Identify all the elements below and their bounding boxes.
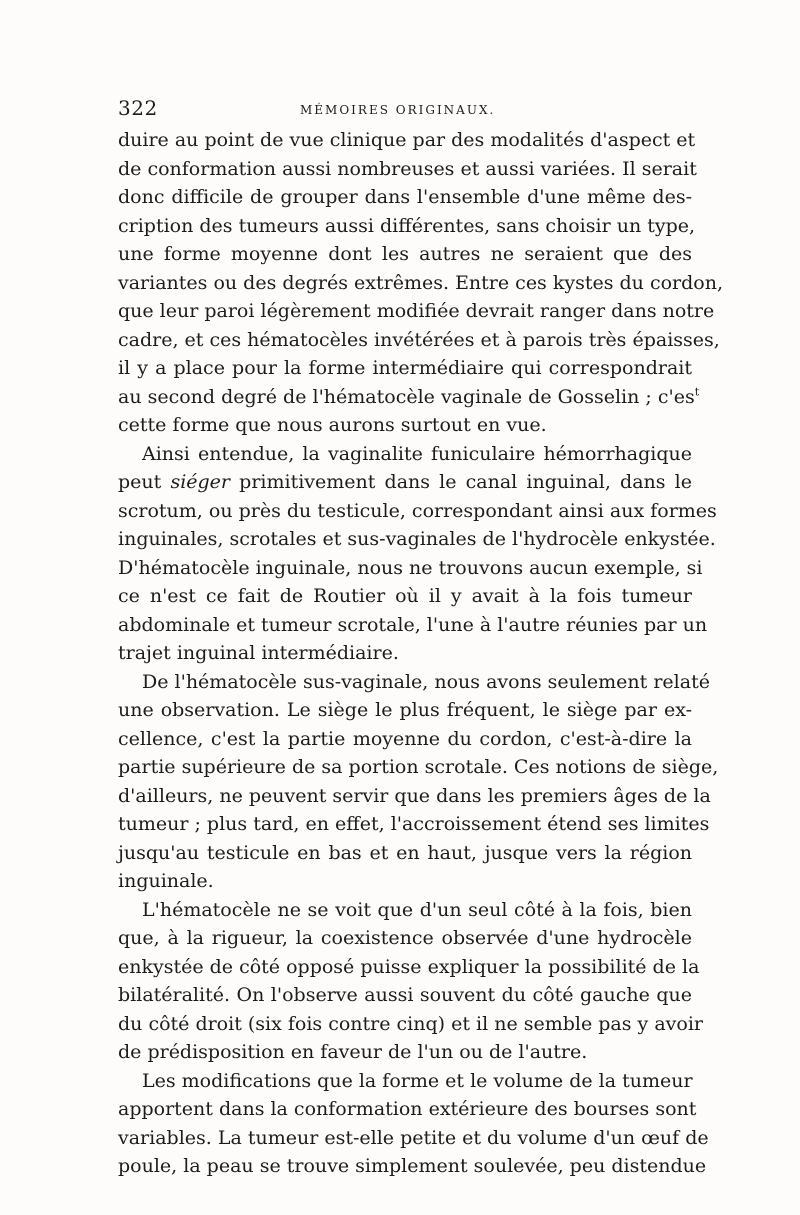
text-line: de conformation aussi nombreuses et aussi variées. Il serait <box>118 157 697 180</box>
text-line: que, à la rigueur, la coexistence observée d'une hydrocèle <box>118 927 692 949</box>
text-line: ce n'est ce fait de Routier où il y avait à la fois tumeur <box>118 585 692 607</box>
text-line: cadre, et ces hématocèles invétérées et à parois très épaisses, <box>118 328 720 351</box>
text-line: inguinale. <box>118 870 214 892</box>
paragraph-start-line: L'hématocèle ne se voit que d'un seul côté à la fois, bien <box>142 898 692 921</box>
text-line: donc difficile de grouper dans l'ensemble d'une même des- <box>118 186 692 208</box>
text-line: d'ailleurs, ne peuvent servir que dans les premiers âges de la <box>118 784 711 807</box>
text-segment: primitivement dans le canal inguinal, dans le <box>239 471 692 493</box>
text-line: cription des tumeurs aussi différentes, sans choisir un type, <box>118 214 696 237</box>
text-segment: au second degré de l'hématocèle vaginale de Gosselin ; c'es <box>118 385 695 408</box>
text-line: trajet inguinal intermédiaire. <box>118 642 399 664</box>
text-line: bilatéralité. On l'observe aussi souvent du côté gauche que <box>118 984 692 1006</box>
paragraph-start-line: Les modifications que la forme et le volume de la tumeur <box>142 1069 693 1092</box>
running-title: MÉMOIRES ORIGINAUX. <box>300 103 496 117</box>
text-line: il y a place pour la forme intermédiaire qui correspondrait <box>118 357 692 379</box>
text-line: du côté droit (six fois contre cinq) et il ne semble pas y avoir <box>118 1012 703 1035</box>
text-line: duire au point de vue clinique par des modalités d'aspect et <box>118 129 696 151</box>
text-line: D'hématocèle inguinale, nous ne trouvons aucun exemple, si <box>118 556 703 579</box>
paragraph-start-line: De l'hématocèle sus-vaginale, nous avons seulement relaté <box>142 670 710 693</box>
superscript-letter: t <box>694 385 700 399</box>
paragraph-start-line: Ainsi entendue, la vaginalite funiculaire hémorrhagique <box>142 442 692 465</box>
text-line: une observation. Le siège le plus fréquent, le siège par ex- <box>118 699 692 721</box>
text-line: poule, la peau se trouve simplement soulevée, peu distendue <box>118 1155 707 1177</box>
text-segment: peut <box>118 471 162 493</box>
page-number: 322 <box>118 96 158 120</box>
text-line: cellence, c'est la partie moyenne du cordon, c'est-à-dire la <box>118 727 692 750</box>
italic-word: siéger <box>170 471 230 493</box>
page-header <box>118 96 692 126</box>
text-line: de prédisposition en faveur de l'un ou de l'autre. <box>118 1041 588 1063</box>
text-line: variantes ou des degrés extrêmes. Entre ces kystes du cordon, <box>118 271 723 294</box>
text-line-with-italic <box>118 468 692 497</box>
body-text <box>118 126 723 1181</box>
text-line: partie supérieure de sa portion scrotale. Ces notions de siège, <box>118 756 719 778</box>
text-line: jusqu'au testicule en bas et en haut, jusque vers la région <box>118 841 692 864</box>
text-line: que leur paroi légèrement modifiée devrait ranger dans notre <box>118 300 715 322</box>
text-line: cette forme que nous aurons surtout en vue. <box>118 414 547 436</box>
text-line: enkystée de côté opposé puisse expliquer la possibilité de la <box>118 955 700 978</box>
text-line: tumeur ; plus tard, en effet, l'accroissement étend ses limites <box>118 813 710 835</box>
text-line-with-superscript <box>118 383 700 412</box>
text-line: apportent dans la conformation extérieure des bourses sont <box>118 1098 697 1120</box>
text-line: variables. La tumeur est-elle petite et du volume d'un œuf de <box>118 1126 709 1149</box>
text-line: abdominale et tumeur scrotale, l'une à l'autre réunies par un <box>118 613 708 636</box>
text-line: scrotum, ou près du testicule, correspondant ainsi aux formes <box>118 499 717 522</box>
text-line: inguinales, scrotales et sus-vaginales de l'hydrocèle enkystée. <box>118 528 716 550</box>
text-line: une forme moyenne dont les autres ne seraient que des <box>118 243 692 265</box>
